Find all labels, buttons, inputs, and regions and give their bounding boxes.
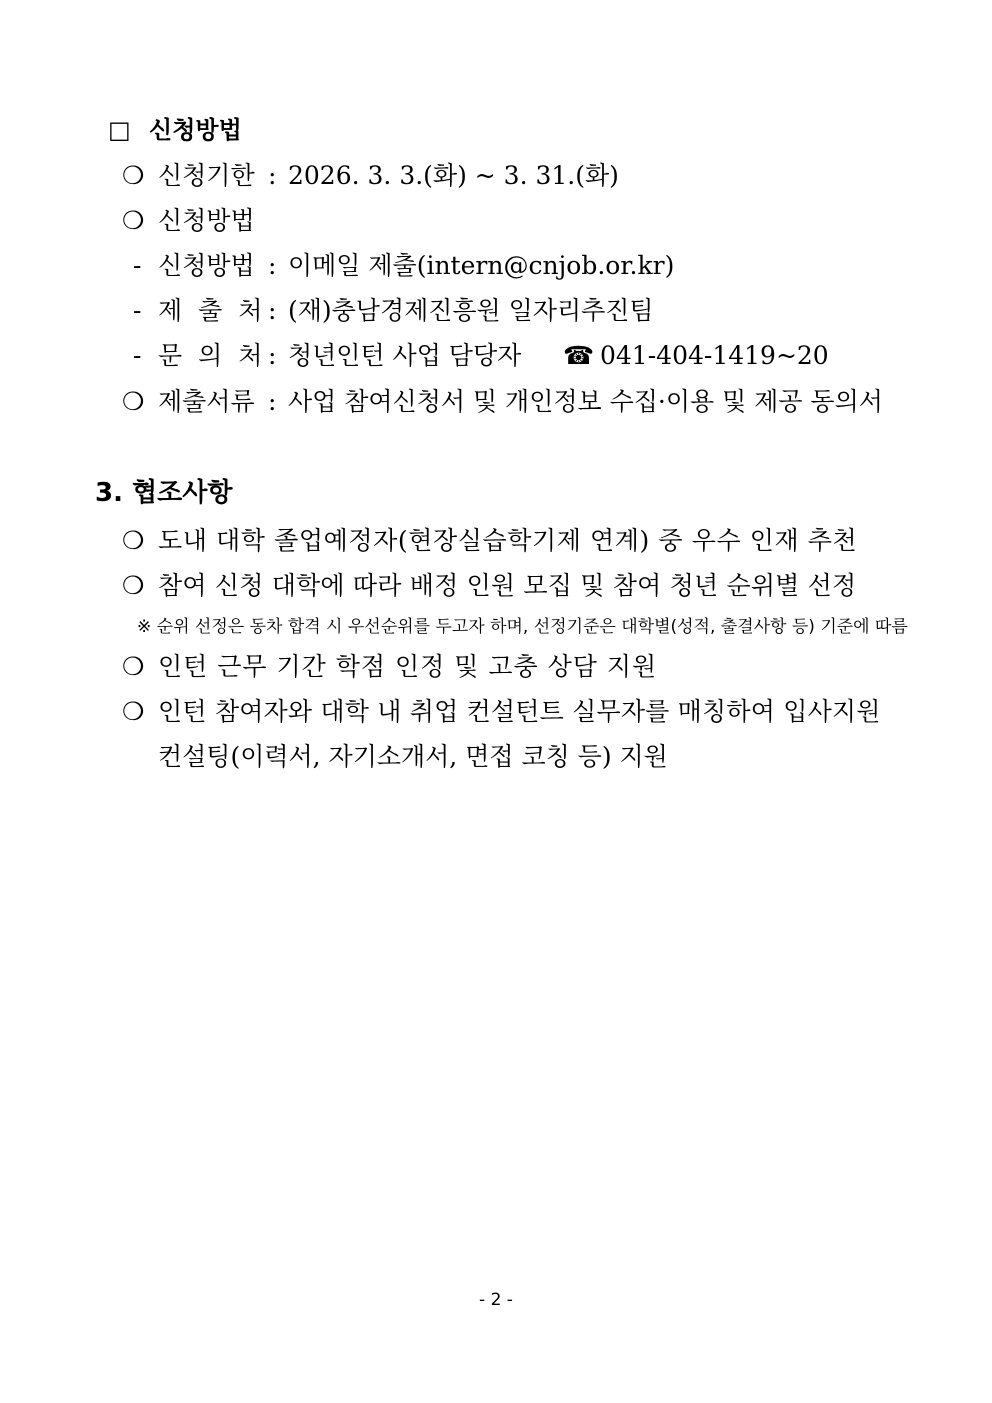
item-text: 인턴 참여자와 대학 내 취업 컨설턴트 실무자를 매칭하여 입사지원 xyxy=(158,697,881,726)
item-separator: : xyxy=(268,161,277,190)
phone-icon: ☎ xyxy=(563,341,595,370)
list-item xyxy=(122,526,858,555)
sub-item xyxy=(133,341,829,370)
sub-value: 이메일 제출(intern@cnjob.or.kr) xyxy=(288,251,675,280)
sub-separator: : xyxy=(268,296,277,325)
circle-bullet-icon: ❍ xyxy=(122,387,145,416)
sub-value: 청년인턴 사업 담당자 xyxy=(288,341,522,370)
section-marker: □ xyxy=(108,116,131,144)
item-value: 2026. 3. 3.(화) ~ 3. 31.(화) xyxy=(288,161,619,190)
circle-bullet-icon: ❍ xyxy=(122,697,145,726)
list-item xyxy=(122,571,857,600)
dash-bullet: - xyxy=(133,341,142,370)
circle-bullet-icon: ❍ xyxy=(122,652,145,681)
dash-bullet: - xyxy=(133,251,142,280)
list-item xyxy=(122,697,881,726)
item-separator: : xyxy=(268,387,277,416)
phone-number: 041-404-1419~20 xyxy=(600,341,829,370)
list-item xyxy=(122,387,883,416)
dash-bullet: - xyxy=(133,296,142,325)
section-title: 신청방법 xyxy=(149,116,242,144)
page-number: - 2 - xyxy=(479,1290,513,1310)
item-text-continuation: 컨설팅(이력서, 자기소개서, 면접 코칭 등) 지원 xyxy=(158,742,668,771)
item-text: 참여 신청 대학에 따라 배정 인원 모집 및 참여 청년 순위별 선정 xyxy=(158,571,857,600)
item-label: 신청기한 xyxy=(158,161,255,190)
item-value: 사업 참여신청서 및 개인정보 수집·이용 및 제공 동의서 xyxy=(288,387,883,416)
note-text: ※ 순위 선정은 동차 합격 시 우선순위를 두고자 하며, 선정기준은 대학별(성적, 출결사항 등) 기준에 따름 xyxy=(137,617,908,637)
sub-item xyxy=(133,296,654,325)
item-text: 인턴 근무 기간 학점 인정 및 고충 상담 지원 xyxy=(158,652,658,681)
list-item xyxy=(122,206,255,235)
sub-separator: : xyxy=(268,251,277,280)
sub-value: (재)충남경제진흥원 일자리추진팀 xyxy=(288,296,654,325)
item-label: 신청방법 xyxy=(158,206,255,235)
section-title: 3. 협조사항 xyxy=(95,478,233,508)
circle-bullet-icon: ❍ xyxy=(122,526,145,555)
sub-item xyxy=(133,251,675,280)
item-label: 제출서류 xyxy=(158,387,255,416)
sub-label: 문 의 처 xyxy=(158,341,267,370)
section-heading xyxy=(108,118,242,142)
circle-bullet-icon: ❍ xyxy=(122,571,145,600)
item-text: 도내 대학 졸업예정자(현장실습학기제 연계) 중 우수 인재 추천 xyxy=(158,526,858,555)
sub-separator: : xyxy=(268,341,277,370)
circle-bullet-icon: ❍ xyxy=(122,206,145,235)
list-item xyxy=(122,161,619,190)
circle-bullet-icon: ❍ xyxy=(122,161,145,190)
list-item xyxy=(122,652,658,681)
sub-label: 제 출 처 xyxy=(158,296,267,325)
sub-label: 신청방법 xyxy=(158,251,255,280)
